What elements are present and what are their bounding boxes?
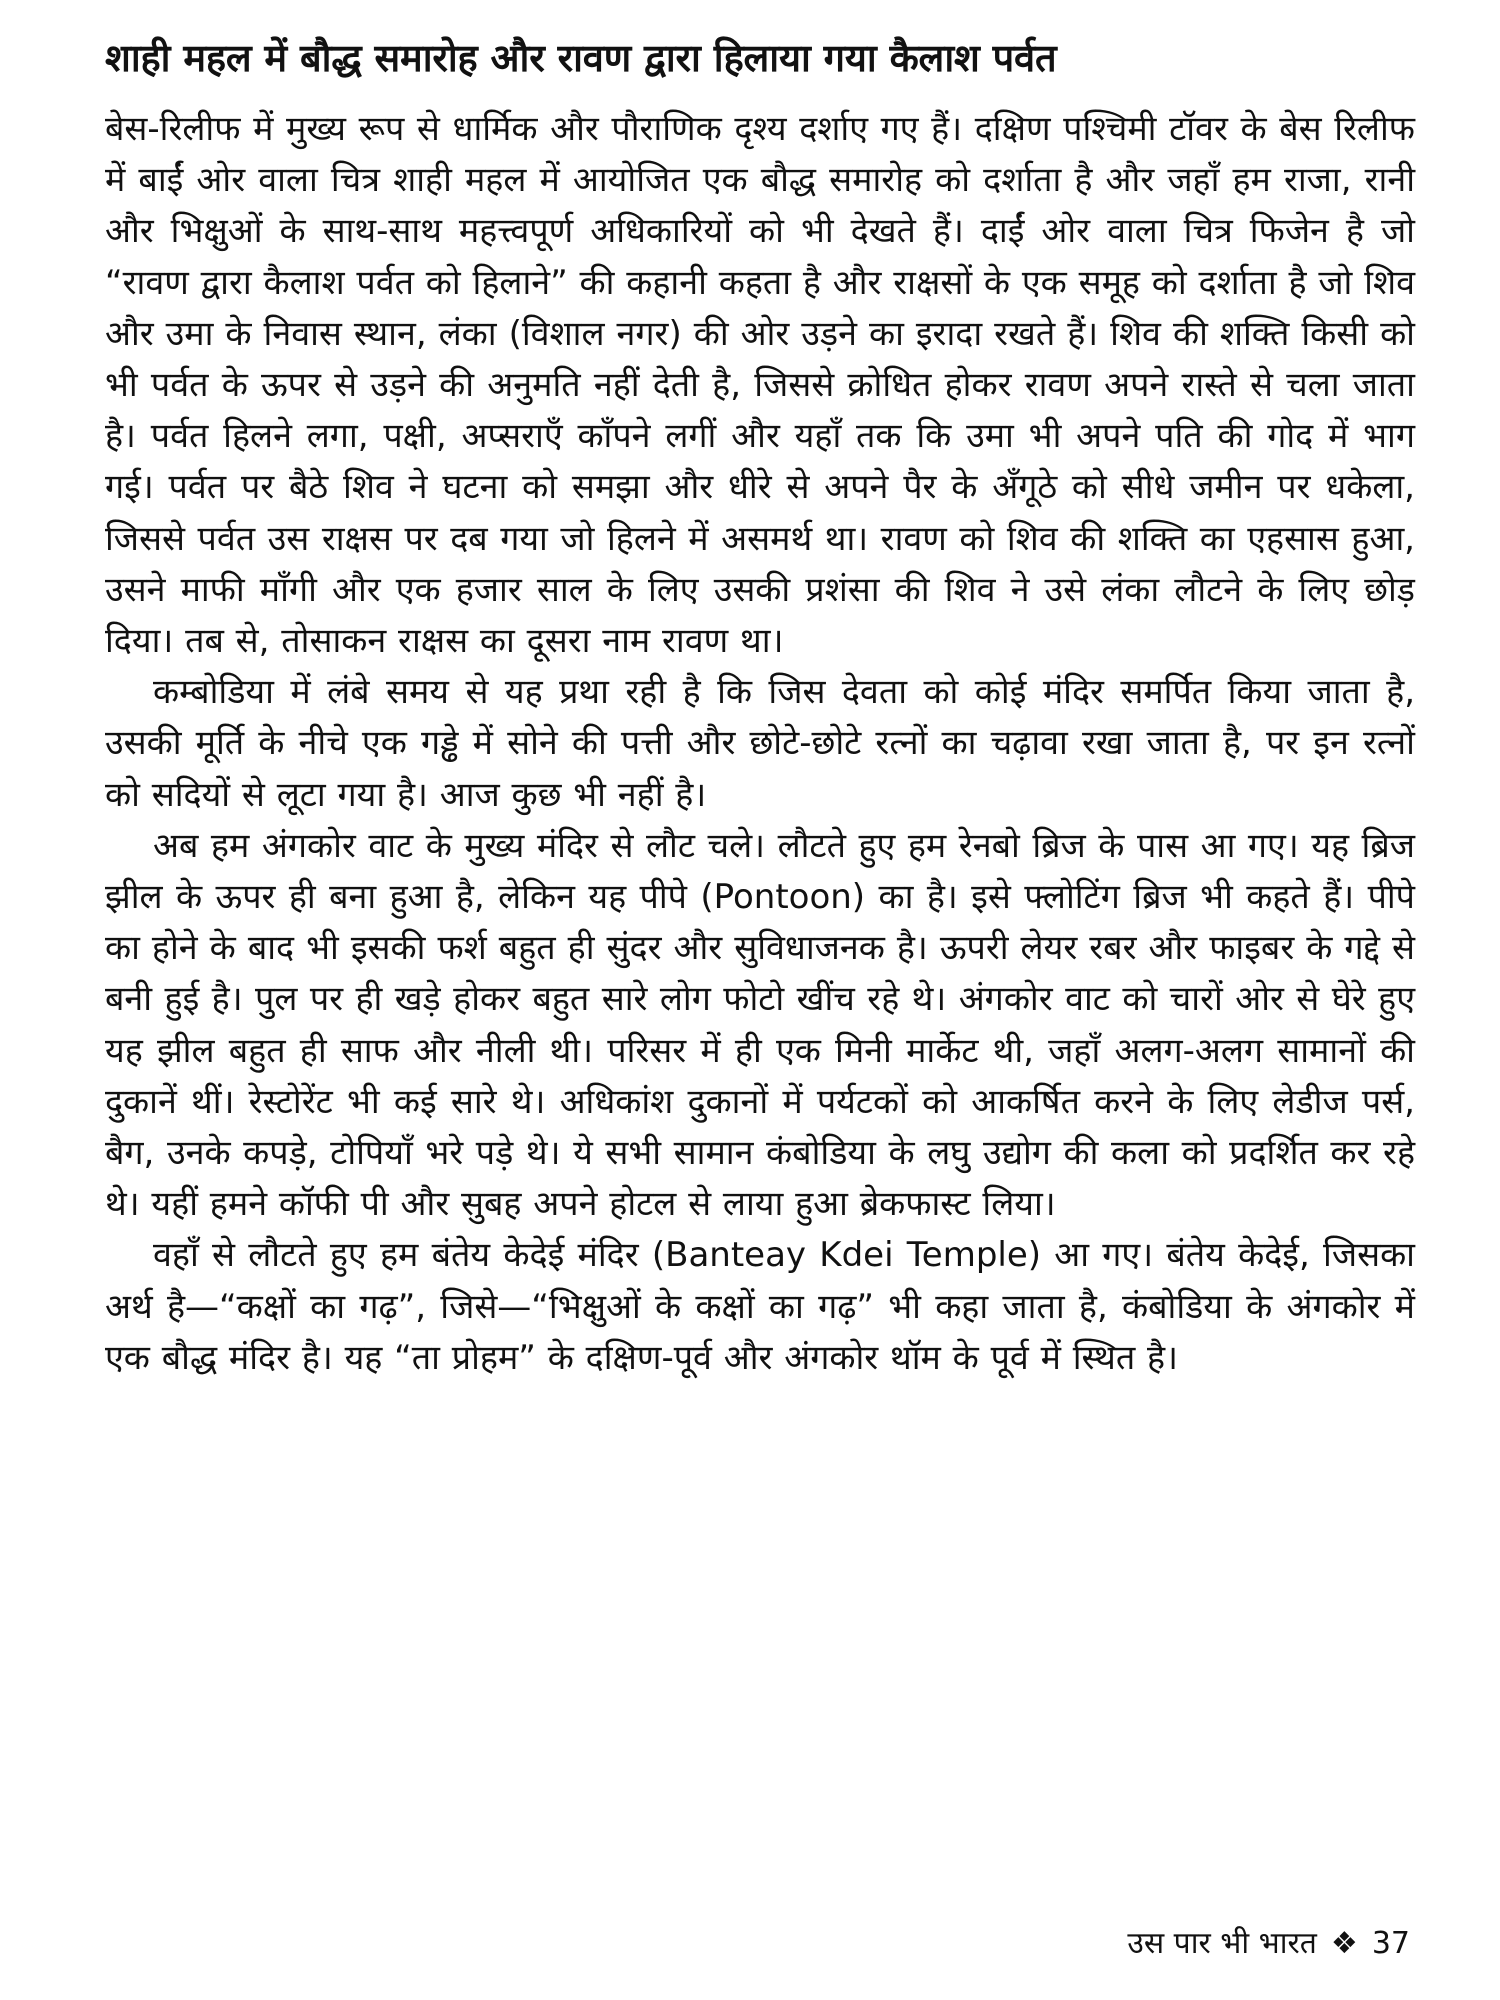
footer-book-title: उस पार भी भारत [1127, 1926, 1317, 1961]
page-title: शाही महल में बौद्ध समारोह और रावण द्वारा हिलाया गया कैलाश पर्वत [105, 36, 1057, 80]
page-number: 37 [1371, 1926, 1410, 1961]
paragraph-2: कम्बोडिया में लंबे समय से यह प्रथा रही है कि जिस देवता को कोई मंदिर समर्पित किया जाता है, उसकी मूर्ति के नीचे एक गड्ढे में सोने की पत्ती और छोटे-छोटे रत्नों का चढ़ावा रखा जाता है, पर इन रत्नों को सदियों से लूटा गया है। आज कुछ भी नहीं है। [105, 672, 1415, 815]
diamond-separator-icon: ❖ [1330, 1926, 1358, 1961]
paragraph-4: वहाँ से लौटते हुए हम बंतेय केदेई मंदिर (Banteay Kdei Temple) आ गए। बंतेय केदेई, जिसका अर्थ है—“कक्षों का गढ़”, जिसे—“भिक्षुओं के कक्षों का गढ़” भी कहा जाता है, कंबोडिया के अंगकोर में एक बौद्ध मंदिर है। यह “ता प्रोहम” के दक्षिण-पूर्व और अंगकोर थॉम के पूर्व में स्थित है। [105, 1235, 1415, 1378]
paragraph-1: बेस-रिलीफ में मुख्य रूप से धार्मिक और पौराणिक दृश्य दर्शाए गए हैं। दक्षिण पश्चिमी टॉवर के बेस रिलीफ में बाईं ओर वाला चित्र शाही महल में आयोजित एक बौद्ध समारोह को दर्शाता है और जहाँ हम राजा, रानी और भिक्षुओं के साथ-साथ महत्त्वपूर्ण अधिकारियों को भी देखते हैं। दाईं ओर वाला चित्र फिजेन है जो “रावण द्वारा कैलाश पर्वत को हिलाने” की कहानी कहता है और राक्षसों के एक समूह को दर्शाता है जो शिव और उमा के निवास स्थान, लंका (विशाल नगर) की ओर उड़ने का इरादा रखते हैं। शिव की शक्ति किसी को भी पर्वत के ऊपर से उड़ने की अनुमति नहीं देती है, जिससे क्रोधित होकर रावण अपने रास्ते से चला जाता है। पर्वत हिलने लगा, पक्षी, अप्सराएँ काँपने लगीं और यहाँ तक कि उमा भी अपने पति की गोद में भाग गई। पर्वत पर बैठे शिव ने घटना को समझा और धीरे से अपने पैर के अँगूठे को सीधे जमीन पर धकेला, जिससे पर्वत उस राक्षस पर दब गया जो हिलने में असमर्थ था। रावण को शिव की शक्ति का एहसास हुआ, उसने माफी माँगी और एक हजार साल के लिए उसकी प्रशंसा की शिव ने उसे लंका लौटने के लिए छोड़ दिया। तब से, तोसाकन राक्षस का दूसरा नाम रावण था। [105, 109, 1415, 662]
paragraph-3: अब हम अंगकोर वाट के मुख्य मंदिर से लौट चले। लौटते हुए हम रेनबो ब्रिज के पास आ गए। यह ब्रिज झील के ऊपर ही बना हुआ है, लेकिन यह पीपे (Pontoon) का है। इसे फ्लोटिंग ब्रिज भी कहते हैं। पीपे का होने के बाद भी इसकी फर्श बहुत ही सुंदर और सुविधाजनक है। ऊपरी लेयर रबर और फाइबर के गद्दे से बनी हुई है। पुल पर ही खड़े होकर बहुत सारे लोग फोटो खींच रहे थे। अंगकोर वाट को चारों ओर से घेरे हुए यह झील बहुत ही साफ और नीली थी। परिसर में ही एक मिनी मार्केट थी, जहाँ अलग-अलग सामानों की दुकानें थीं। रेस्टोरेंट भी कई सारे थे। अधिकांश दुकानों में पर्यटकों को आकर्षित करने के लिए लेडीज पर्स, बैग, उनके कपड़े, टोपियाँ भरे पड़े थे। ये सभी सामान कंबोडिया के लघु उद्योग की कला को प्रदर्शित कर रहे थे। यहीं हमने कॉफी पी और सुबह अपने होटल से लाया हुआ ब्रेकफास्ट लिया। [105, 825, 1415, 1225]
body-text [105, 104, 1415, 1384]
page-footer [1127, 1924, 1410, 1964]
